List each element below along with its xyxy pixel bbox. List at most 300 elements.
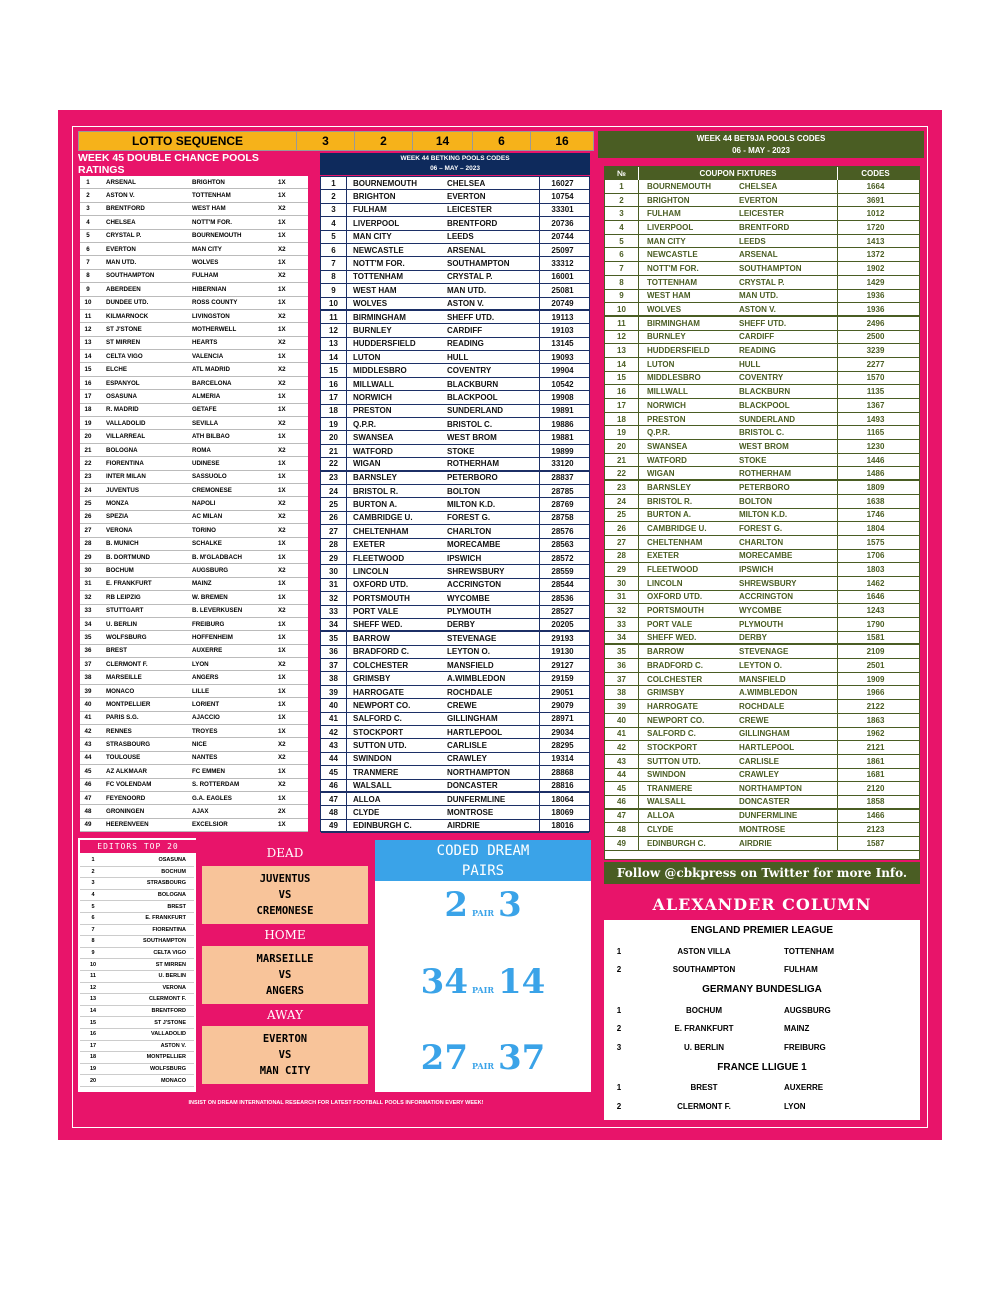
away-team: CHELSEA: [739, 181, 778, 191]
rating: 1X: [278, 593, 286, 601]
home-team: BARROW: [647, 647, 684, 657]
away-team: BLACKBURN: [739, 387, 791, 397]
pool-code: 20749: [539, 298, 585, 309]
away-team: BOLTON: [739, 496, 773, 506]
home-team: FC VOLENDAM: [106, 781, 152, 789]
row-number: 44: [84, 754, 92, 762]
home-team: BRISTOL R.: [647, 496, 693, 506]
table-row: [80, 471, 308, 484]
row-number: 17: [84, 392, 92, 400]
table-row: [321, 539, 589, 552]
row-number: 34: [321, 619, 347, 630]
editors-table: [80, 855, 194, 1091]
pool-code: 2500: [837, 331, 913, 344]
pool-code: 1706: [837, 550, 913, 563]
pool-code: 29159: [539, 672, 585, 684]
row-number: 25: [321, 498, 347, 510]
home-team: PRESTON: [647, 414, 686, 424]
table-row: [80, 484, 308, 497]
away-team: CRYSTAL P.: [739, 277, 785, 287]
home-team: MIDDLESBRO: [353, 366, 407, 376]
row-number: 35: [84, 633, 92, 641]
table-row: [605, 837, 919, 851]
row-number: 10: [605, 303, 639, 315]
list-item: [80, 913, 194, 925]
home-team: SUTTON UTD.: [353, 741, 407, 751]
away-team: AUGSBURG: [784, 1005, 831, 1015]
away-team: BOLTON: [447, 486, 481, 496]
away-team: FC EMMEN: [192, 767, 225, 775]
team-name: FIORENTINA: [152, 926, 186, 933]
home-team: BOCHUM: [686, 1005, 722, 1015]
away-match: [202, 1026, 368, 1084]
pool-code: 1165: [837, 426, 913, 439]
table-row: [321, 311, 589, 324]
league-title: FRANCE LLIGUE 1: [717, 1061, 807, 1073]
table-row: [321, 298, 589, 311]
rating: X2: [278, 754, 286, 762]
away-team: W. BREMEN: [192, 593, 228, 601]
rating: 1X: [278, 232, 286, 240]
home-team: WIGAN: [353, 459, 381, 469]
pool-code: 33312: [539, 257, 585, 269]
home-team: MILLWALL: [353, 379, 394, 389]
pool-code: 1429: [837, 276, 913, 289]
home-team: BRIGHTON: [647, 195, 690, 205]
home-team: COLCHESTER: [353, 660, 409, 670]
table-row: [605, 481, 919, 495]
pool-code: 28868: [539, 766, 585, 778]
bet9ja-title: [598, 131, 924, 158]
pool-code: 19314: [539, 753, 585, 765]
pool-code: 1446: [837, 454, 913, 467]
home-team: BURTON A.: [647, 510, 691, 520]
pool-code: 28971: [539, 713, 585, 725]
pool-code: 1486: [837, 467, 913, 479]
home-team: EVERTON: [106, 245, 136, 253]
fixture-row: [604, 1020, 920, 1039]
table-row: [80, 618, 308, 631]
row-number: 1: [616, 1005, 622, 1015]
row-number: 23: [605, 481, 639, 494]
pool-code: 1902: [837, 262, 913, 275]
home-team: LINCOLN: [353, 567, 389, 577]
table-row: [80, 230, 308, 243]
rating: 1X: [278, 352, 286, 360]
home-team: BURNLEY: [353, 325, 392, 335]
row-number: 4: [605, 221, 639, 234]
pool-code: 16001: [539, 271, 585, 283]
table-row: [605, 467, 919, 481]
list-item: [80, 890, 194, 902]
table-row: [321, 445, 589, 458]
table-row: [321, 431, 589, 444]
home-team: SHEFF WED.: [353, 620, 403, 630]
away-team: IPSWICH: [447, 553, 482, 563]
table-row: [80, 430, 308, 443]
rating: X2: [278, 312, 286, 320]
home-team: EDINBURGH C.: [647, 838, 706, 848]
home-team: MAN UTD.: [106, 259, 137, 267]
editors-title: EDITORS TOP 20: [80, 840, 196, 853]
table-row: [605, 235, 919, 249]
home-team: WATFORD: [647, 455, 687, 465]
pool-code: 2122: [837, 700, 913, 713]
away-team: A.WIMBLEDON: [447, 674, 506, 684]
row-number: 3: [86, 205, 90, 213]
home-team: LINCOLN: [647, 578, 683, 588]
home-team: BOLOGNA: [106, 446, 138, 454]
rank-number: 20: [89, 1077, 97, 1084]
away-team: HULL: [739, 359, 761, 369]
home-team: NEWPORT CO.: [647, 715, 705, 725]
row-number: 35: [605, 645, 639, 658]
pool-code: 1746: [837, 509, 913, 522]
row-number: 20: [605, 440, 639, 453]
pool-code: 28527: [539, 606, 585, 618]
row-number: 49: [84, 821, 92, 829]
away-team: TOTTENHAM: [784, 946, 835, 956]
pool-code: 1681: [837, 769, 913, 782]
row-number: 29: [84, 553, 92, 561]
row-number: 45: [84, 767, 92, 775]
away-team: READING: [739, 346, 776, 356]
home-team: BARNSLEY: [353, 473, 398, 483]
table-row: [80, 524, 308, 537]
table-row: [321, 364, 589, 377]
pool-code: 1413: [837, 235, 913, 248]
table-row: [605, 686, 919, 700]
home-away-team: ANGERS: [266, 985, 304, 997]
pool-code: 2120: [837, 782, 913, 795]
row-number: 10: [84, 299, 92, 307]
away-team: GILLINGHAM: [739, 729, 790, 739]
rating: 1X: [278, 192, 286, 200]
list-item: [80, 948, 194, 960]
away-team: NICE: [192, 741, 207, 749]
betking-title: [320, 153, 590, 175]
pair-word: PAIR: [471, 985, 495, 995]
table-row: [80, 819, 308, 832]
away-team: ACCRINGTON: [739, 592, 794, 602]
home-team: MONTPELLIER: [106, 700, 151, 708]
home-team: MILLWALL: [647, 387, 688, 397]
pool-code: 1587: [837, 837, 913, 850]
dead-vs: VS: [278, 889, 292, 901]
fixture-row: [604, 1001, 920, 1020]
away-team: WEST BROM: [739, 441, 789, 451]
pool-code: 28544: [539, 579, 585, 591]
away-team: BLACKPOOL: [739, 400, 790, 410]
away-team: AUXERRE: [192, 647, 223, 655]
away-team: MAN CITY: [192, 245, 222, 253]
away-team: STOKE: [739, 455, 767, 465]
home-team: MIDDLESBRO: [647, 373, 701, 383]
home-team: WALSALL: [353, 780, 392, 790]
list-item: [80, 901, 194, 913]
table-row: [321, 351, 589, 364]
home-team: NORWICH: [647, 400, 686, 410]
away-team: SHREWSBURY: [739, 578, 797, 588]
row-number: 1: [605, 180, 639, 193]
pool-code: 28758: [539, 512, 585, 524]
home-team: STOCKPORT: [353, 727, 404, 737]
rating: X2: [278, 607, 286, 615]
list-item: [80, 867, 194, 879]
list-item: [80, 959, 194, 971]
table-row: [321, 338, 589, 351]
team-name: BOCHUM: [161, 868, 186, 875]
row-number: 8: [86, 272, 90, 280]
rank-number: 3: [91, 880, 95, 887]
home-team: PARIS S.G.: [106, 714, 139, 722]
pool-code: 2277: [837, 358, 913, 371]
home-team: SALFORD C.: [647, 729, 696, 739]
row-number: 42: [321, 726, 347, 738]
away-team: EVERTON: [447, 192, 486, 202]
away-team: COVENTRY: [739, 373, 784, 383]
home-team: GRIMSBY: [647, 688, 685, 698]
pool-code: 28572: [539, 552, 585, 564]
table-row: [80, 283, 308, 296]
away-team: LYON: [192, 660, 209, 668]
home-team: BREST: [690, 1083, 718, 1093]
home-team: BARROW: [353, 633, 390, 643]
team-name: STRASBOURG: [146, 880, 186, 887]
pool-code: 25081: [539, 284, 585, 296]
row-number: 43: [605, 755, 639, 768]
pool-code: 1803: [837, 563, 913, 576]
table-row: [605, 358, 919, 372]
away-team: LEYTON O.: [739, 660, 782, 670]
pool-code: 1863: [837, 714, 913, 727]
table-row: [605, 344, 919, 358]
row-number: 34: [605, 632, 639, 644]
row-number: 45: [605, 782, 639, 795]
pool-code: 1570: [837, 372, 913, 385]
rating: X2: [278, 339, 286, 347]
table-row: [605, 645, 919, 659]
home-team: MAN CITY: [647, 236, 686, 246]
table-row: [605, 180, 919, 194]
row-number: 11: [605, 317, 639, 330]
home-team: ARSENAL: [106, 178, 136, 186]
row-number: 32: [321, 592, 347, 604]
table-row: [605, 303, 919, 317]
away-team: LEEDS: [739, 236, 766, 246]
pair-first: 27: [420, 1038, 468, 1078]
away-team: NANTES: [192, 754, 218, 762]
home-team: LIVERPOOL: [647, 222, 694, 232]
table-row: [321, 391, 589, 404]
home-label: HOME: [202, 924, 368, 946]
pool-code: 19899: [539, 445, 585, 457]
away-team: ANGERS: [192, 674, 219, 682]
home-team: EXETER: [353, 540, 386, 550]
table-row: [605, 399, 919, 413]
pool-code: 2123: [837, 823, 913, 836]
away-team: DONCASTER: [739, 797, 790, 807]
home-team: PORTSMOUTH: [647, 606, 704, 616]
pool-code: 1243: [837, 604, 913, 617]
home-team: EXETER: [647, 551, 680, 561]
table-row: [80, 256, 308, 269]
table-row: [605, 276, 919, 290]
table-row: [80, 457, 308, 470]
table-row: [321, 739, 589, 752]
home-team: BOURNEMOUTH: [353, 178, 417, 188]
away-team: WYCOMBE: [739, 606, 782, 616]
table-row: [605, 563, 919, 577]
rank-number: 1: [91, 857, 95, 864]
away-team: AIRDRIE: [447, 821, 480, 831]
home-team: RENNES: [106, 727, 132, 735]
row-number: 40: [84, 700, 92, 708]
pool-code: 2121: [837, 741, 913, 754]
away-team: CHARLTON: [447, 526, 492, 536]
table-row: [321, 820, 589, 833]
home-team: LUTON: [353, 352, 381, 362]
table-row: [321, 619, 589, 632]
lotto-number: 6: [473, 132, 531, 150]
row-number: 33: [84, 607, 92, 615]
table-row: [80, 752, 308, 765]
pool-code: 2501: [837, 659, 913, 672]
table-row: [605, 221, 919, 235]
lotto-number: 2: [355, 132, 413, 150]
rating: X2: [278, 741, 286, 749]
pool-code: 28563: [539, 539, 585, 551]
pool-code: 1230: [837, 440, 913, 453]
rating: 1X: [278, 218, 286, 226]
home-team: CHELTENHAM: [353, 526, 409, 536]
away-team: ROTHERHAM: [447, 459, 499, 469]
row-number: 13: [321, 338, 347, 350]
row-number: 28: [605, 550, 639, 563]
home-team: CAMBRIDGE U.: [353, 513, 413, 523]
table-row: [321, 525, 589, 538]
row-number: 41: [84, 714, 92, 722]
away-team: EXCELSIOR: [192, 821, 228, 829]
table-row: [605, 522, 919, 536]
fixture-row: [604, 942, 920, 961]
table-row: [321, 606, 589, 619]
away-team: SOUTHAMPTON: [739, 263, 802, 273]
home-team: NEWCASTLE: [353, 245, 404, 255]
rating: 1X: [278, 459, 286, 467]
row-number: 23: [84, 473, 92, 481]
table-row: [80, 631, 308, 644]
home-team: ASTON V.: [106, 192, 135, 200]
pool-code: 1367: [837, 399, 913, 412]
pool-code: 2109: [837, 645, 913, 658]
row-number: 1: [321, 177, 347, 189]
row-number: 21: [84, 446, 92, 454]
rating: 1X: [278, 647, 286, 655]
table-row: [321, 565, 589, 578]
rating: 1X: [278, 473, 286, 481]
pool-code: 29051: [539, 686, 585, 698]
row-number: 39: [605, 700, 639, 713]
rating: 1X: [278, 259, 286, 267]
table-row: [605, 782, 919, 796]
table-row: [321, 244, 589, 257]
pool-code: 28536: [539, 592, 585, 604]
home-team: CRYSTAL P.: [106, 232, 142, 240]
table-row: [80, 725, 308, 738]
home-team: PORT VALE: [353, 607, 399, 617]
table-row: [605, 262, 919, 276]
row-number: 36: [605, 659, 639, 672]
row-number: 9: [86, 285, 90, 293]
pool-code: 1462: [837, 577, 913, 590]
bet9ja-table: [604, 166, 920, 860]
pool-code: 1638: [837, 495, 913, 508]
pool-code: 10542: [539, 378, 585, 390]
away-team: MANSFIELD: [447, 660, 494, 670]
home-team: SWINDON: [647, 770, 686, 780]
row-number: 12: [605, 331, 639, 344]
row-number: 29: [605, 563, 639, 576]
rating: X2: [278, 500, 286, 508]
rank-number: 18: [89, 1054, 97, 1061]
row-number: 5: [605, 235, 639, 248]
away-team: CREMONESE: [192, 486, 232, 494]
home-team: BREST: [106, 647, 127, 655]
pool-code: 19113: [539, 311, 585, 323]
home-team: BOCHUM: [106, 567, 134, 575]
pool-code: 16027: [539, 177, 585, 189]
table-row: [321, 713, 589, 726]
table-row: [80, 390, 308, 403]
away-team: STEVENAGE: [739, 647, 789, 657]
home-team: BIRMINGHAM: [647, 318, 700, 328]
away-team: MAN UTD.: [739, 291, 779, 301]
home-team: PRESTON: [353, 406, 392, 416]
row-number: 33: [321, 606, 347, 618]
table-row: [605, 454, 919, 468]
home-team: FEYENOORD: [106, 794, 146, 802]
away-team: NORTHAMPTON: [739, 784, 802, 794]
table-row: [605, 207, 919, 221]
away-team: MOTHERWELL: [192, 325, 237, 333]
away-team: TOTTENHAM: [192, 192, 231, 200]
home-team: BARNSLEY: [647, 482, 692, 492]
pool-code: 29193: [539, 632, 585, 644]
list-item: [80, 1017, 194, 1029]
rating: 1X: [278, 178, 286, 186]
home-team: CLYDE: [353, 808, 380, 818]
pool-code: 1664: [837, 180, 913, 193]
table-row: [605, 604, 919, 618]
rating: 1X: [278, 821, 286, 829]
home-team: B. DORTMUND: [106, 553, 150, 561]
rating: 1X: [278, 553, 286, 561]
table-row: [80, 538, 308, 551]
table-row: [321, 753, 589, 766]
away-team: CARDIFF: [447, 325, 483, 335]
table-row: [321, 204, 589, 217]
away-team: FULHAM: [192, 272, 219, 280]
away-away-team: MAN CITY: [259, 1065, 311, 1077]
away-team: BLACKPOOL: [447, 392, 498, 402]
home-team: BRISTOL R.: [353, 486, 399, 496]
table-row: [321, 190, 589, 203]
rating: 2X: [278, 808, 286, 816]
away-team: SUNDERLAND: [739, 414, 795, 424]
home-team: BRADFORD C.: [647, 660, 703, 670]
table-row: [321, 552, 589, 565]
